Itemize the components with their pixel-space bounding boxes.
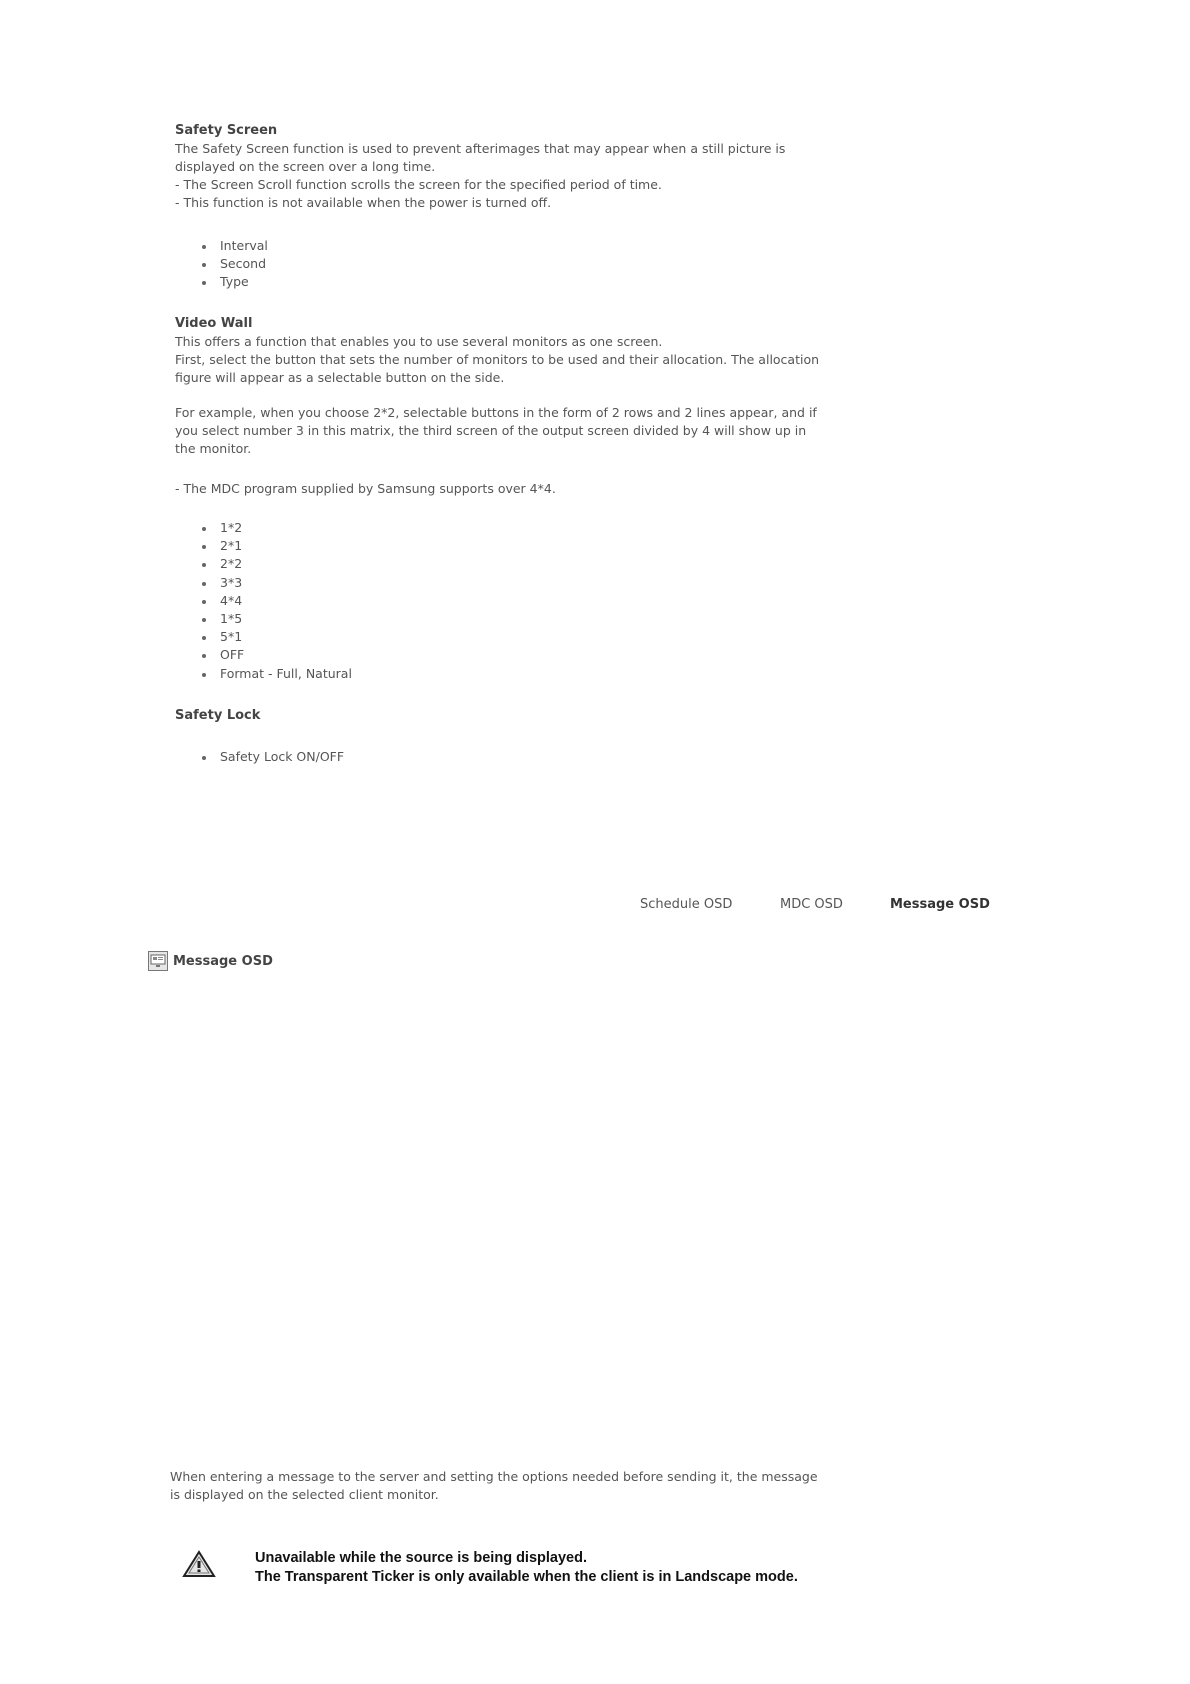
video-wall-line: figure will appear as a selectable button on the side. — [175, 370, 505, 385]
video-wall-line: This offers a function that enables you to use several monitors as one screen. — [175, 334, 663, 349]
safety-screen-line: displayed on the screen over a long time. — [175, 159, 436, 174]
list-item: 3*3 — [200, 574, 352, 592]
safety-screen-heading: Safety Screen — [175, 123, 278, 138]
schedule-osd-link[interactable]: Schedule OSD — [640, 897, 733, 912]
video-wall-example — [175, 404, 895, 458]
safety-screen-options — [200, 237, 268, 292]
list-item: Type — [200, 273, 268, 291]
message-osd-desc-line: When entering a message to the server and setting the options needed before sending it, the message — [170, 1469, 818, 1484]
video-wall-example-line: you select number 3 in this matrix, the third screen of the output screen divided by 4 will show up in — [175, 423, 807, 438]
video-wall-note-block — [175, 480, 895, 498]
video-wall-heading: Video Wall — [175, 316, 253, 331]
video-wall-section — [175, 315, 895, 387]
mdc-osd-link[interactable]: MDC OSD — [780, 897, 843, 912]
message-osd-title — [148, 950, 273, 972]
safety-screen-line: The Safety Screen function is used to prevent afterimages that may appear when a still picture is — [175, 141, 786, 156]
list-item: Format - Full, Natural — [200, 665, 352, 683]
list-item: 1*5 — [200, 610, 352, 628]
safety-lock-section — [175, 707, 895, 725]
warning-line: Unavailable while the source is being displayed. — [255, 1550, 587, 1566]
list-item: 5*1 — [200, 628, 352, 646]
list-item: 4*4 — [200, 592, 352, 610]
list-item: Interval — [200, 237, 268, 255]
safety-screen-line: - The Screen Scroll function scrolls the screen for the specified period of time. — [175, 177, 662, 192]
warning-triangle-icon — [182, 1550, 216, 1582]
safety-lock-heading: Safety Lock — [175, 708, 261, 723]
video-wall-line: First, select the button that sets the number of monitors to be used and their allocation. The allocation — [175, 352, 820, 367]
list-item: OFF — [200, 646, 352, 664]
message-osd-title-text: Message OSD — [173, 953, 273, 969]
warning-line: The Transparent Ticker is only available when the client is in Landscape mode. — [255, 1569, 798, 1585]
message-osd-desc-line: is displayed on the selected client monitor. — [170, 1487, 439, 1502]
message-osd-icon — [148, 951, 168, 971]
message-osd-link[interactable]: Message OSD — [890, 897, 990, 912]
video-wall-options — [200, 519, 352, 683]
safety-screen-section — [175, 122, 895, 212]
safety-lock-options — [200, 748, 344, 766]
safety-screen-line: - This function is not available when the power is turned off. — [175, 195, 552, 210]
list-item: 2*2 — [200, 555, 352, 573]
list-item: 1*2 — [200, 519, 352, 537]
list-item: 2*1 — [200, 537, 352, 555]
message-osd-description — [170, 1468, 890, 1504]
video-wall-note: - The MDC program supplied by Samsung supports over 4*4. — [175, 481, 556, 496]
list-item: Second — [200, 255, 268, 273]
video-wall-example-line: the monitor. — [175, 441, 252, 456]
list-item: Safety Lock ON/OFF — [200, 748, 344, 766]
video-wall-example-line: For example, when you choose 2*2, selectable buttons in the form of 2 rows and 2 lines appear, and if — [175, 405, 817, 420]
warning-message — [255, 1549, 798, 1587]
